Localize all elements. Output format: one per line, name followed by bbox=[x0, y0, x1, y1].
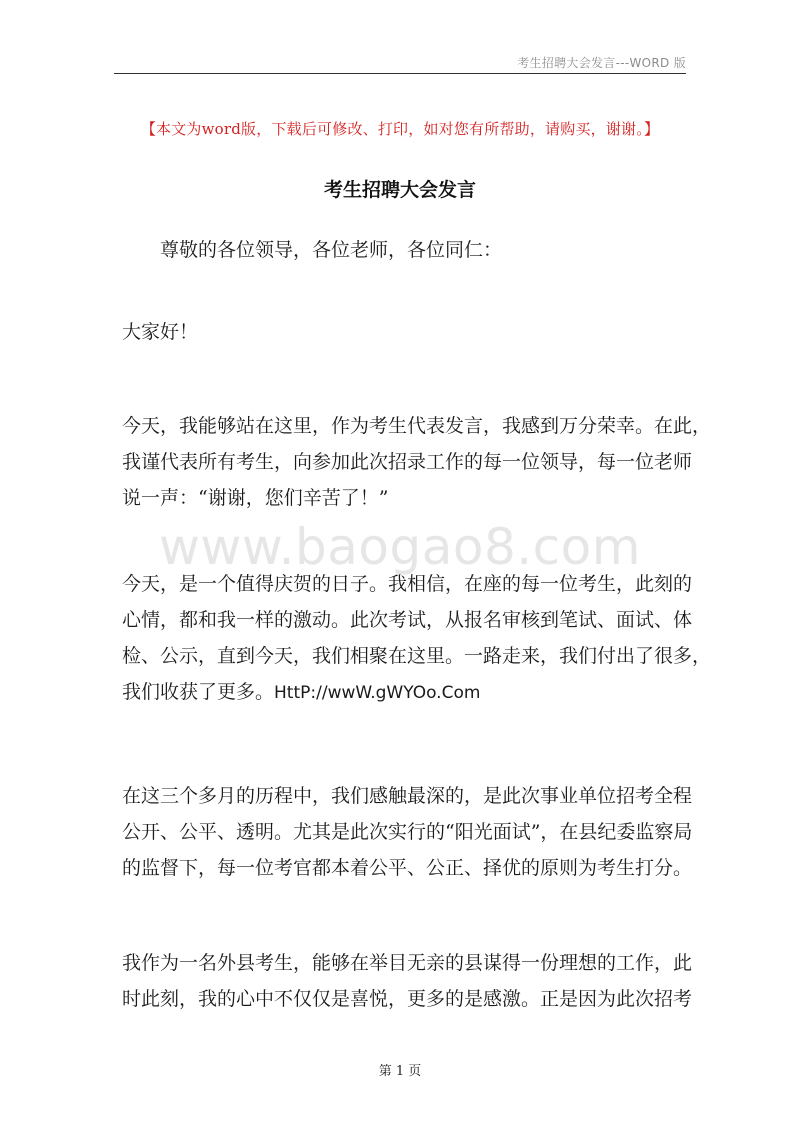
paragraph-4 bbox=[122, 945, 693, 1017]
paragraph-2 bbox=[122, 566, 712, 711]
paragraph-line: 检、公示，直到今天，我们相聚在这里。一路走来，我们付出了很多， bbox=[122, 645, 712, 667]
greeting-paragraph bbox=[122, 232, 682, 268]
paragraph-line-text: 我们收获了更多。 bbox=[122, 681, 275, 703]
purchase-notice: 【本文为word版，下载后可修改、打印，如对您有所帮助，请购买，谢谢。】 bbox=[140, 120, 660, 138]
paragraph-line: 在这三个多月的历程中，我们感触最深的，是此次事业单位招考全程 bbox=[122, 785, 693, 807]
paragraph-line: 今天，我能够站在这里，作为考生代表发言，我感到万分荣幸。在此， bbox=[122, 415, 712, 437]
paragraph-line: 说一声：“谢谢，您们辛苦了！” bbox=[122, 487, 389, 509]
paragraph-line bbox=[122, 674, 682, 711]
hello-line: 大家好！ bbox=[122, 321, 199, 343]
paragraph-line: 心情，都和我一样的激动。此次考试，从报名审核到笔试、面试、体 bbox=[122, 609, 693, 631]
running-header: 考生招聘大会发言---WORD 版 bbox=[517, 56, 686, 70]
paragraph-line: 的监督下，每一位考官都本着公平、公正、择优的原则为考生打分。 bbox=[122, 857, 693, 879]
greeting-line: 尊敬的各位领导，各位老师，各位同仁： bbox=[160, 239, 503, 261]
hello-paragraph bbox=[122, 314, 682, 350]
page-number: 第 1 页 bbox=[378, 1064, 422, 1079]
paragraph-1 bbox=[122, 408, 712, 516]
paragraph-line: 今天，是一个值得庆贺的日子。我相信，在座的每一位考生，此刻的 bbox=[122, 573, 693, 595]
inline-url-text: HttP://wwW.gWYOo.Com bbox=[274, 683, 481, 703]
paragraph-line: 我作为一名外县考生，能够在举目无亲的县谋得一份理想的工作，此 bbox=[122, 952, 693, 974]
paragraph-line: 公开、公平、透明。尤其是此次实行的“阳光面试”，在县纪委监察局 bbox=[122, 821, 693, 843]
paragraph-line: 我谨代表所有考生，向参加此次招录工作的每一位领导，每一位老师 bbox=[122, 451, 693, 473]
paragraph-3 bbox=[122, 778, 693, 886]
paragraph-line: 时此刻，我的心中不仅仅是喜悦，更多的是感激。正是因为此次招考 bbox=[122, 988, 693, 1010]
header-divider bbox=[114, 73, 686, 74]
site-watermark: www.baogao8.com bbox=[159, 518, 641, 576]
document-title: 考生招聘大会发言 bbox=[323, 179, 476, 201]
